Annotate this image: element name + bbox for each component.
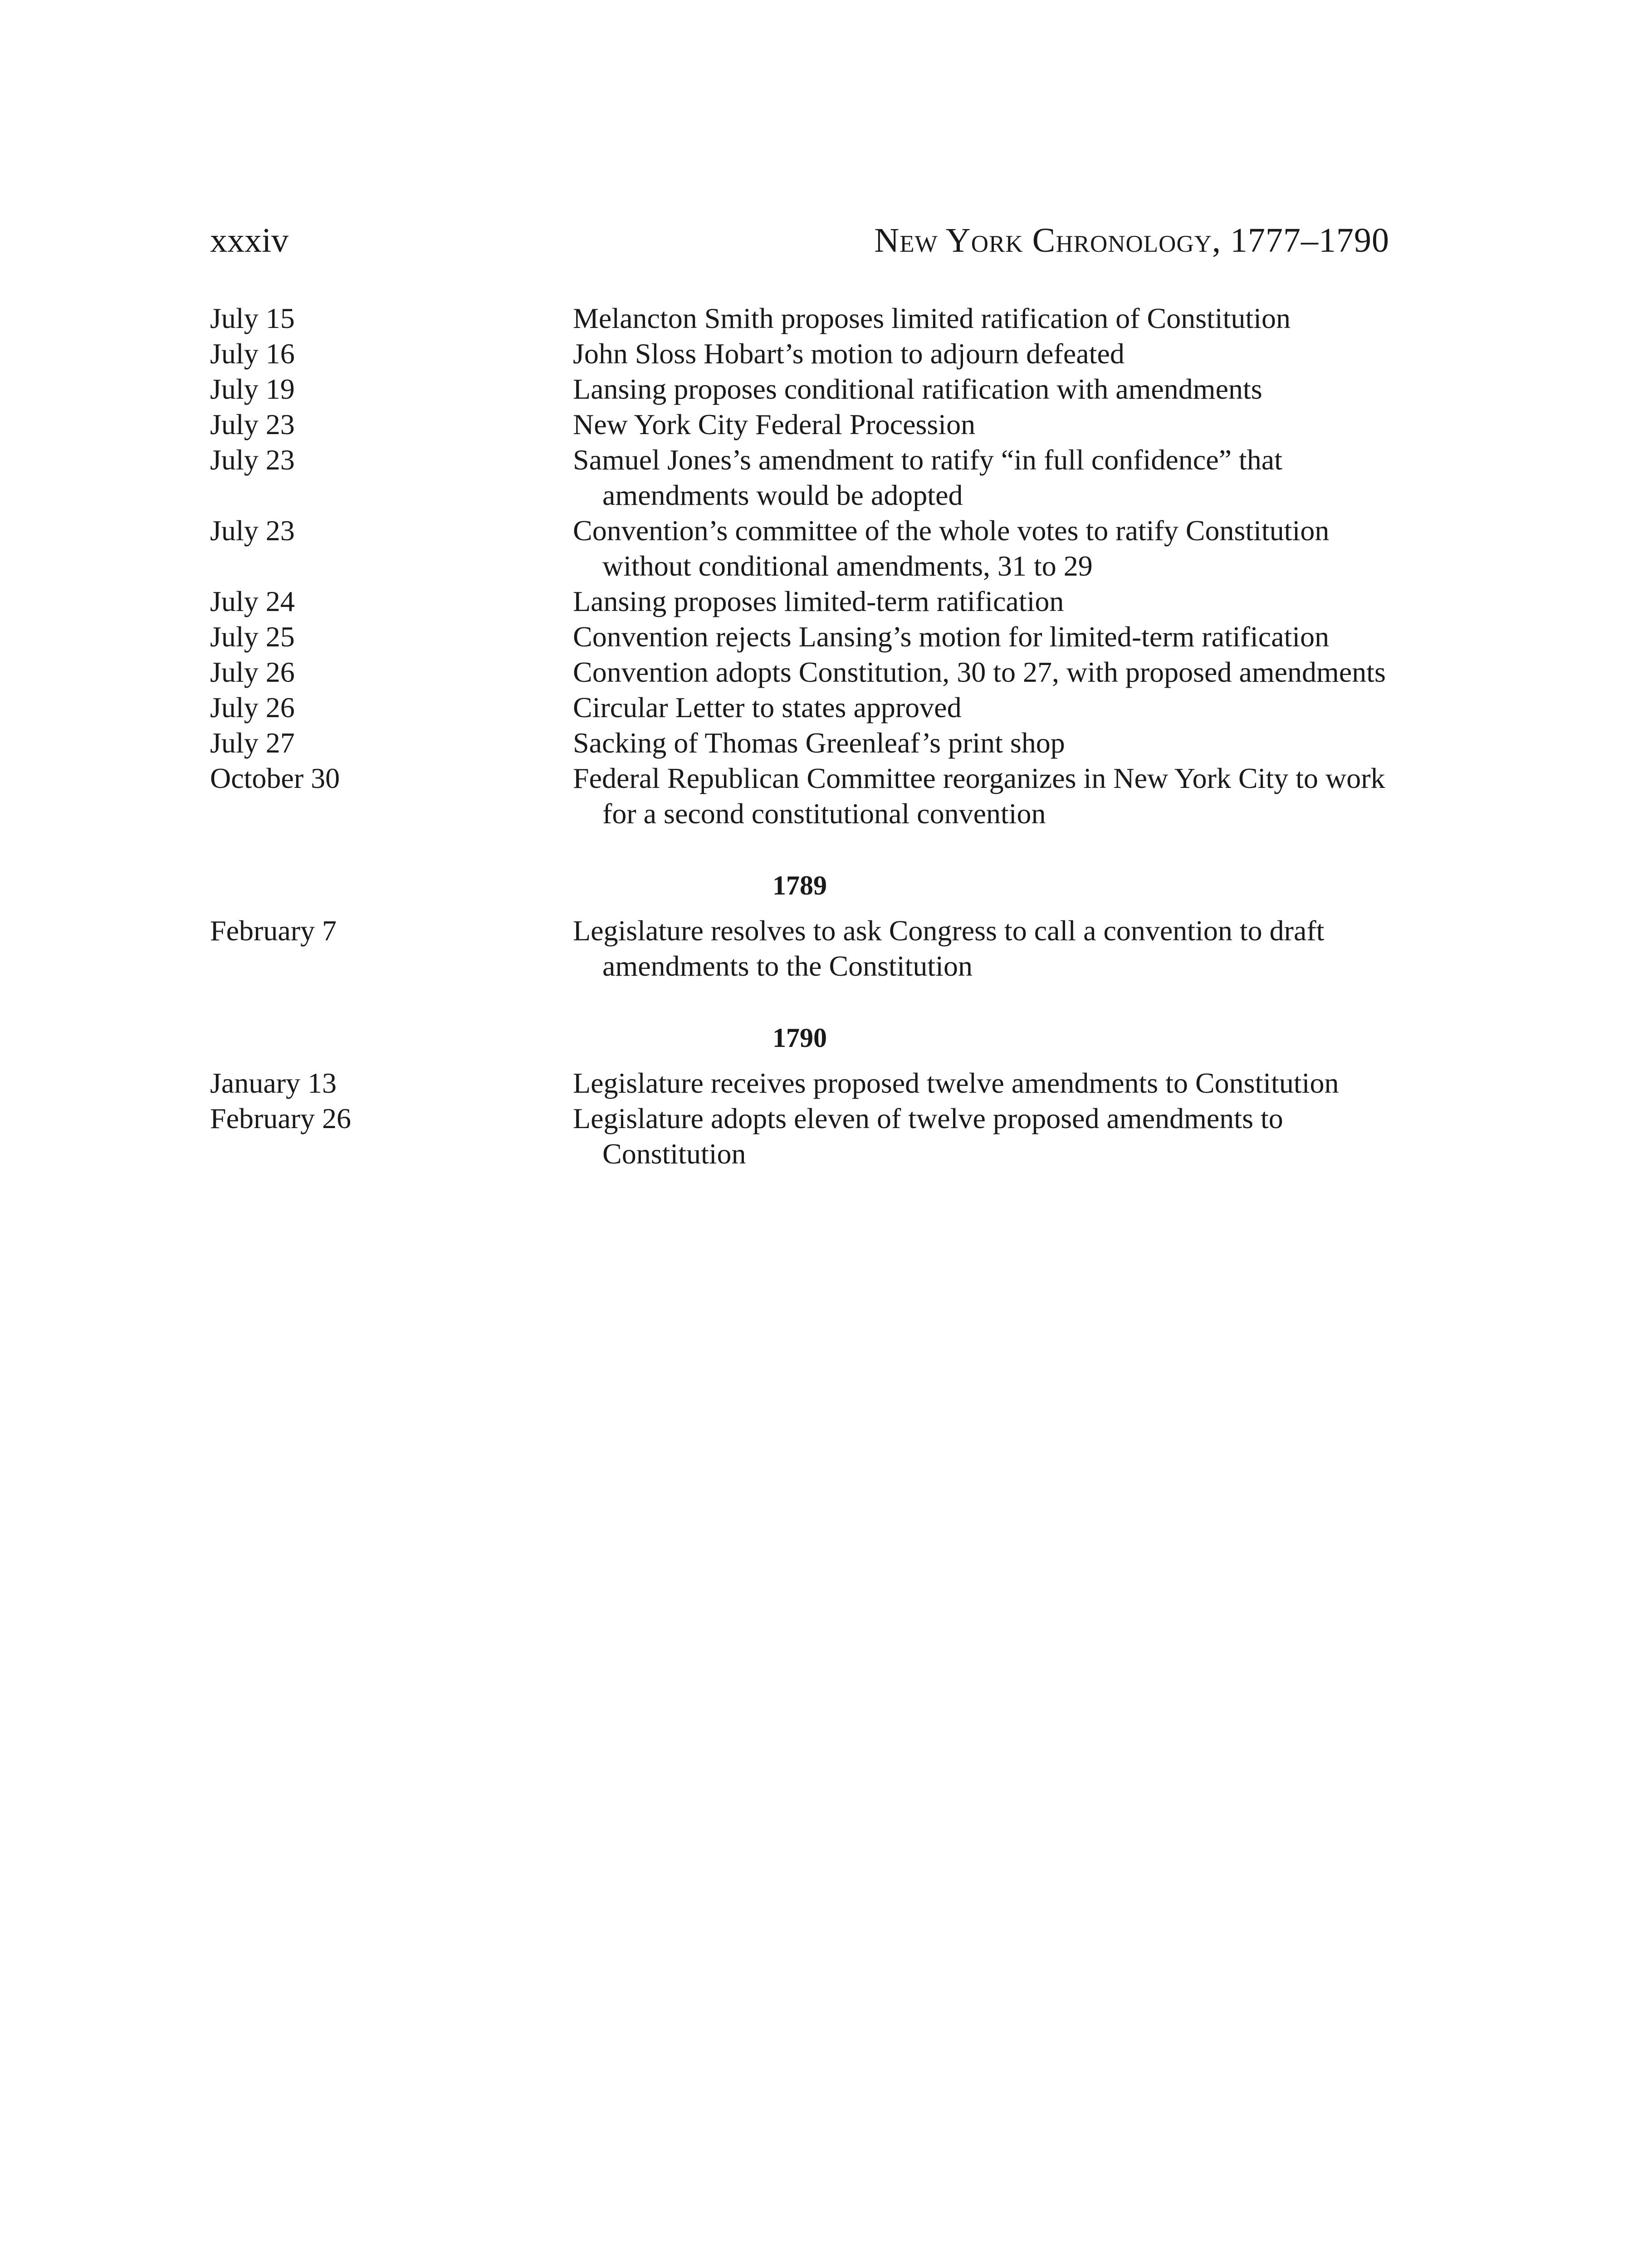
entry-date: January 13 xyxy=(210,1067,337,1099)
entry-text: Federal Republican Committee reorganizes in New York City to work for a second constitutional convention xyxy=(573,762,1385,830)
entry-date: July 23 xyxy=(210,444,295,476)
entry-date: February 26 xyxy=(210,1102,352,1134)
entry-text: Lansing proposes conditional ratification with amendments xyxy=(573,373,1262,405)
entry-date: July 16 xyxy=(210,337,295,370)
entry-text: Convention adopts Constitution, 30 to 27, with proposed amendments xyxy=(573,656,1386,688)
entry-text: New York City Federal Procession xyxy=(573,408,976,440)
entry-text: Legislature resolves to ask Congress to call a convention to draft amendments to the Constitution xyxy=(573,914,1325,982)
entry-text: Circular Letter to states approved xyxy=(573,691,962,723)
entry-text: Convention rejects Lansing’s motion for limited-term ratification xyxy=(573,621,1330,653)
entry-date: February 7 xyxy=(210,914,337,947)
document-page xyxy=(210,218,1389,1170)
entry-date: July 23 xyxy=(210,514,295,547)
chronology-entry xyxy=(210,655,1389,690)
year-heading: 1790 xyxy=(772,1023,827,1053)
entry-date: July 15 xyxy=(210,302,295,334)
entry-text: Convention’s committee of the whole votes to ratify Constitution without conditional amendments, 31 to 29 xyxy=(573,514,1330,582)
running-head xyxy=(210,218,1389,263)
page-number: xxxiv xyxy=(210,221,289,259)
entry-date: July 26 xyxy=(210,656,295,688)
entry-text: Lansing proposes limited-term ratification xyxy=(573,585,1064,617)
year-heading: 1789 xyxy=(772,870,827,900)
running-title: New York Chronology, 1777–1790 xyxy=(874,221,1389,259)
entry-date: July 25 xyxy=(210,621,295,653)
entry-text: Samuel Jones’s amendment to ratify “in full confidence” that amendments would be adopted xyxy=(573,444,1282,511)
chronology-entry xyxy=(210,913,1389,984)
chronology-entry xyxy=(210,336,1389,371)
chronology-list xyxy=(210,301,1389,1172)
entry-date: July 24 xyxy=(210,585,295,617)
chronology-entry xyxy=(210,442,1389,513)
chronology-entry xyxy=(210,1101,1389,1172)
entry-date: July 23 xyxy=(210,408,295,440)
entry-date: July 19 xyxy=(210,373,295,405)
entry-date: July 26 xyxy=(210,691,295,723)
chronology-entry xyxy=(210,761,1389,831)
entry-text: Legislature adopts eleven of twelve proposed amendments to Constitution xyxy=(573,1102,1283,1170)
chronology-entry xyxy=(210,690,1389,725)
entry-date: July 27 xyxy=(210,727,295,759)
chronology-entry xyxy=(210,619,1389,655)
chronology-entry xyxy=(210,407,1389,442)
entry-text: Melancton Smith proposes limited ratification of Constitution xyxy=(573,302,1291,334)
chronology-entry xyxy=(210,513,1389,584)
entry-text: Legislature receives proposed twelve amendments to Constitution xyxy=(573,1067,1339,1099)
chronology-entry xyxy=(210,725,1389,761)
entry-text: Sacking of Thomas Greenleaf’s print shop xyxy=(573,727,1065,759)
chronology-entry xyxy=(210,371,1389,407)
chronology-entry xyxy=(210,584,1389,619)
entry-text: John Sloss Hobart’s motion to adjourn defeated xyxy=(573,337,1125,370)
entry-date: October 30 xyxy=(210,762,340,794)
chronology-entry xyxy=(210,301,1389,336)
chronology-entry xyxy=(210,1066,1389,1101)
